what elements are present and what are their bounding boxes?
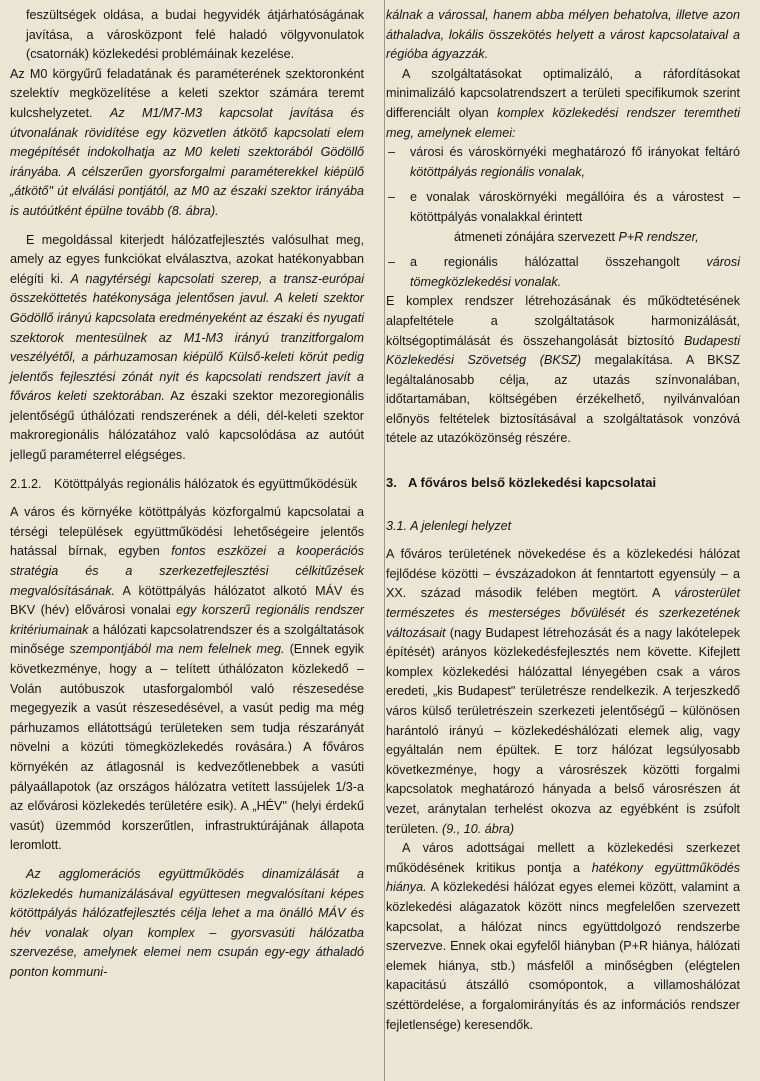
subsection-number: 3.1. <box>386 518 408 533</box>
subsection-title: A jelenlegi helyzet <box>410 518 512 533</box>
subsection-number: 2.1.2. <box>10 476 42 491</box>
paragraph: A város és környéke kötöttpályás közforgalmú kapcsolatai a térségi települések együttműködési lehetőségeire jelentős hatással bírnak, egyben fontos eszközei a kooperációs stratégia és a szerkezetfejlesztési célkitűzések megvalósításának. A kötöttpályás hálózatot alkotó MÁV és BKV (hév) elővárosi vonalai egy korszerű regionális rendszer kritériumainak a hálózati kapcsolatrendszer és a szolgáltatások minősége szempontjából ma nem felelnek meg. (Ennek egyik következménye, hogy a – telített úthálózaton közlekedő – Volán autóbuszok utasforgalomból való részesedése megegyezik a vasút részesedésével, a vasút pedig ma még párhuzamos ellátottságú területeken sem tudja részarányát növelni a közúti tömegközlekedés rovására.) A főváros környékén az átlagosnál is kedvezőtlenebbek a vasúti pályaállapotok (az országos hálózatra vetített lassújelek 1/3-a az elővárosi közlekedés területére esik). A „HÉV" (helyi érdekű vasút) üzemmód korszerűtlen, infrastruktúrájának állapota leromlott. <box>10 505 365 853</box>
paragraph: E komplex rendszer létrehozásának és működtetésének alapfeltétele a szolgáltatások harmonizálását, költségoptimálását és összehangolását biztosító Budapesti Közlekedési Szövetség (BKSZ) megalakítása. A BKSZ legáltalánosabb célja, az utazás színvonalában, időtartamában, költségében érzékelhető, nyilvánvalóan előnyös feltételek biztosításával a szolgáltatások vonzóvá tétele az utazóközönség részére. <box>386 294 740 446</box>
paragraph: A szolgáltatásokat optimalizáló, a ráfordításokat minimalizáló kapcsolatrendszert a területi specifikumok szerint differenciált olyan komplex közlekedési rendszer teremtheti meg, amelynek elemei: <box>386 66 740 140</box>
paragraph: kálnak a várossal, hanem abba mélyen behatolva, illetve azon áthaladva, lokális összekötés helyett a várost kapcsolataival a régióba ágyazzák. <box>386 8 740 62</box>
list-item: – e vonalak városkörnyéki megállóira és a várostest – kötöttpályás vonalakkal érintett átmeneti zónájára szervezett P+R rendszer, <box>386 188 740 247</box>
paragraph: A város adottságai mellett a közlekedési szerkezet működésének kritikus pontja a hatékony együttműködés hiánya. A közlekedési hálózat egyes elemei között, valamint a közlekedési alágazatok között nincs megfelelően szervezett kapcsolat, a hálózat nincs együttdolgozó rendszerbe szervezve. Ennek okai egyfelől hiányban (P+R hiánya, hálózati elemek hiánya, stb.) másfelől a minőségben (elégtelen kapacitású átszálló csomópontok, a villamoshálózat széttördelése, a forgalomirányítás és az információs rendszer fejletlensége) keresendők. <box>386 841 740 1032</box>
subsection-heading <box>386 517 740 537</box>
paragraph: Az M0 körgyűrű feladatának és paraméterének szektoronként szelektív megközelítése a keleti szektor számára teremt kulcshelyzetet. Az M1/M7-M3 kapcsolat javítása és útvonalának rövidítése egy közvetlen átkötő kapcsolati elem megépítését indokolhatja az M0 keleti szektorából Gödöllő irányába. A célszerűen gyorsforgalmi paraméterekkel kiépülő „átkötő" út elválási pontjától, az M0 az északi szektor irányába is autóútként épülne tovább (8. ábra). <box>10 66 364 218</box>
paragraph: feszültségek oldása, a budai hegyvidék átjárhatóságának javítása, a városközpont felé haladó völgyvonulatok (csatornák) közlekedési problémáinak kezelése. <box>26 8 364 62</box>
list-item: – városi és városkörnyéki meghatározó fő irányokat feltáró kötöttpályás regionális vonalak, <box>386 143 740 182</box>
column-divider <box>384 0 385 1081</box>
paragraph: Az agglomerációs együttműködés dinamizálását a közlekedés humanizálásával együttesen megvalósítani képes kötöttpályás hálózatfejlesztés célja lehet a ma önálló MÁV és hév vonalak olyan komplex – gyorsvasúti hálózatba szervezése, amelynek elemei nem csupán egy-egy áthaladó ponton kommuni- <box>10 866 364 979</box>
paragraph: E megoldással kiterjedt hálózatfejlesztés valósulhat meg, amely az egyes funkciókat elválasztva, azokat hatékonyabban elégíti ki. A nagytérségi kapcsolati szerep, a transz-európai összeköttetés hatékonysága jelentősen javul. A keleti szektor Gödöllő irányú kapcsolata eredményeként az északi és nyugati szektorok mentesülnek az M1-M3 irányú tranzitforgalom veszélyétől, a párhuzamosan kiépülő Külső-keleti körút pedig jelentős fejlesztési zónát nyit és kapcsolati rendszert javít a főváros keleti szektorában. Az északi szektor mezoregionális jelentőségű úthálózati rendszerének a déli, dél-keleti szektor makroregionális hálózatához való kapcsolódása az autóút jellegű paraméterrel elégséges. <box>10 232 365 463</box>
section-title: A főváros belső közlekedési kapcsolatai <box>408 475 657 491</box>
left-column <box>10 6 364 1081</box>
element-list <box>386 143 740 292</box>
paragraph: A főváros területének növekedése és a közlekedési hálózat fejlődése közötti – évszázadokon át fenntartott egyensúly – a XX. század második felében megtört. A városterület természetes és mesterséges bővülését és szerkezetének változásait (nagy Budapest létrehozását és a nagy lakótelepek építését) arányos közlekedésfejlesztés nem követte. Kifejlett komplex közlekedési hálózattal lényegében csak a város eredeti, „kis Budapest" területrésze rendelkezik. A terjeszkedő város külső területrészein szerkezeti jelentőségű – különösen harántoló irányú – közlekedéshálózati elemek alig, vagy egyáltalán nem épültek. E torz hálózat legsúlyosabb következménye, hogy a városrészek közötti forgalmi kapcsolatok meghatározó hányada a belső városrészen át vezet, aránytalan terhelést okozva az egyébként is zsúfolt területen. (9., 10. ábra) <box>386 547 740 836</box>
subsection-heading <box>10 475 364 495</box>
section-heading <box>386 473 740 493</box>
subsection-title: Kötöttpályás regionális hálózatok és együttműködésük <box>54 476 358 491</box>
right-column <box>386 6 740 1081</box>
section-number: 3. <box>386 475 397 491</box>
list-item: – a regionális hálózattal összehangolt városi tömegközlekedési vonalak. <box>386 253 740 292</box>
